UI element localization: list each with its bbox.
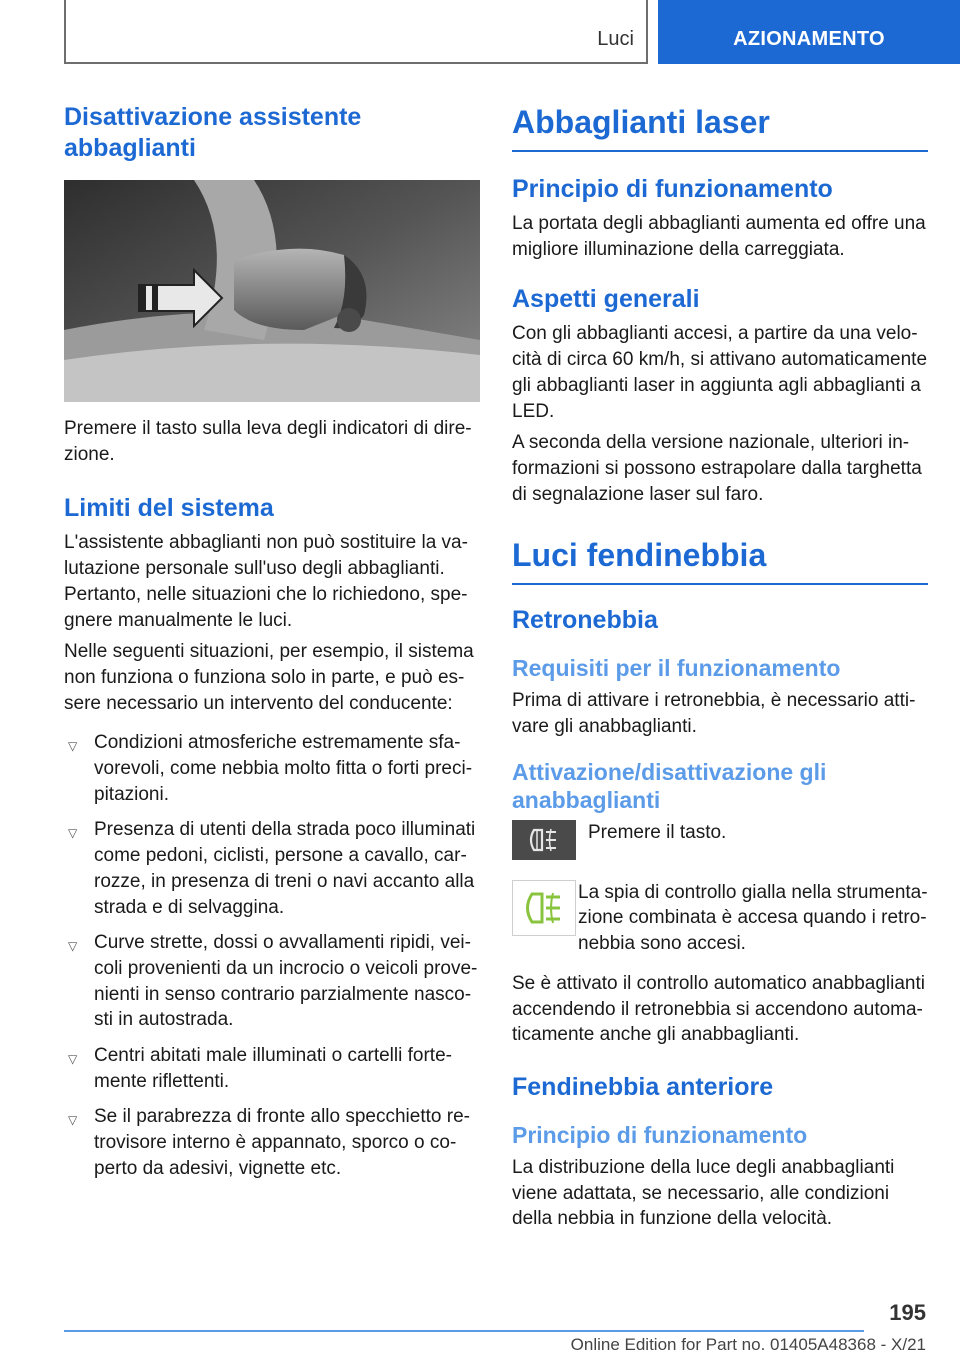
bullet-triangle-icon: ▽ bbox=[68, 1113, 78, 1128]
footer-divider bbox=[64, 1330, 864, 1332]
limits-list bbox=[64, 730, 480, 1181]
section-title-disattivazione: Disattivazione assistente abbaglianti bbox=[64, 103, 362, 162]
footer-edition: Online Edition for Part no. 01405A48368 - X/21 bbox=[570, 1335, 926, 1354]
aspetti-paragraph-2: A seconda della versione nazionale, ulteriori in-formazioni si possono estrapolare dalla targhetta di segnalazione laser sul faro. bbox=[512, 432, 922, 505]
limits-paragraph-1: L'assistente abbaglianti non può sostituire la va-lutazione personale sull'uso degli abbaglianti. Pertanto, nelle situazioni che lo richiedono, spe-gnere manualmente le luci. bbox=[64, 532, 468, 631]
list-item: ▽ Condizioni atmosferiche estremamente sfa-vorevoli, come nebbia molto fitta o forti preci-pitazioni. bbox=[68, 732, 473, 805]
bullet-triangle-icon: ▽ bbox=[68, 1052, 78, 1067]
section-title-fendinebbia: Luci fendinebbia bbox=[512, 535, 928, 585]
subtitle-principio-2: Principio di funzionamento bbox=[512, 1121, 808, 1148]
list-item: ▽ Presenza di utenti della strada poco illuminati come pedoni, ciclisti, persone a cavallo, car-rozze, in presenza di treni o navi accanto alla strada e di selvaggina. bbox=[68, 819, 476, 918]
list-item: ▽ Curve strette, dossi o avvallamenti ripidi, vei-coli provenienti da un incrocio o veicoli prove-nienti in senso contrario parzialmente nasco-sti in autostrada. bbox=[68, 932, 478, 1031]
stalk-photo bbox=[64, 180, 480, 402]
left-column bbox=[64, 102, 480, 1192]
turn-signal-stalk-illustration bbox=[64, 180, 480, 402]
photo-caption: Premere il tasto sulla leva degli indicatori di dire-zione. bbox=[64, 418, 472, 465]
header-chapter-label: AZIONAMENTO bbox=[733, 28, 885, 50]
subtitle-retronebbia: Retronebbia bbox=[512, 606, 658, 635]
subtitle-anteriore: Fendinebbia anteriore bbox=[512, 1072, 774, 1101]
auto-text: Se è attivato il controllo automatico anabbaglianti accendendo il retronebbia si accendono automa-ticamente anche gli anabbaglianti. bbox=[512, 972, 925, 1046]
list-item: ▽ Centri abitati male illuminati o cartelli forte-mente riflettenti. bbox=[68, 1045, 452, 1092]
section-title-laser: Abbaglianti laser bbox=[512, 102, 928, 152]
right-column bbox=[512, 102, 928, 1232]
subtitle-attivazione: Attivazione/disattivazione gli anabbaglianti bbox=[512, 758, 827, 813]
header-chapter-tab bbox=[658, 0, 960, 64]
button-instruction-text: Premere il tasto. bbox=[588, 821, 727, 843]
page-number: 195 bbox=[889, 1300, 926, 1325]
bullet-triangle-icon: ▽ bbox=[68, 739, 78, 754]
subtitle-aspetti: Aspetti generali bbox=[512, 285, 700, 314]
header-section-box bbox=[64, 0, 648, 64]
principio2-text: La distribuzione della luce degli anabbaglianti viene adattata, se necessario, alle condizioni della nebbia in funzione della velocità. bbox=[512, 1156, 895, 1230]
indicator-text: La spia di controllo gialla nella strumenta-zione combinata è accesa quando i retro-nebbia sono accesi. bbox=[578, 881, 928, 955]
section-title-limiti: Limiti del sistema bbox=[64, 494, 274, 523]
indicator-row bbox=[512, 880, 928, 957]
subtitle-requisiti: Requisiti per il funzionamento bbox=[512, 655, 841, 682]
limits-paragraph-2: Nelle seguenti situazioni, per esempio, il sistema non funziona o funziona solo in parte, e può es-sere necessario un intervento del conducente: bbox=[64, 641, 474, 714]
principio-text: La portata degli abbaglianti aumenta ed offre una migliore illuminazione della carreggiata. bbox=[512, 213, 926, 260]
list-item: ▽ Se il parabrezza di fronte allo specchietto re-trovisore interno è appannato, sporco o co-perto da adesivi, vignette etc. bbox=[68, 1106, 470, 1179]
aspetti-paragraph-1: Con gli abbaglianti accesi, a partire da una velo-cità di circa 60 km/h, si attivano automaticamente gli abbaglianti laser in aggiunta agli abbaglianti a LED. bbox=[512, 323, 928, 422]
button-instruction-row bbox=[512, 820, 928, 860]
rear-fog-indicator-icon bbox=[512, 880, 576, 936]
requisiti-text: Prima di attivare i retronebbia, è necessario atti-vare gli anabbaglianti. bbox=[512, 690, 916, 738]
bullet-triangle-icon: ▽ bbox=[68, 826, 78, 841]
header-section-label: Luci bbox=[597, 28, 634, 50]
subtitle-principio: Principio di funzionamento bbox=[512, 175, 833, 203]
bullet-triangle-icon: ▽ bbox=[68, 939, 78, 954]
rear-fog-button-icon bbox=[512, 820, 576, 860]
